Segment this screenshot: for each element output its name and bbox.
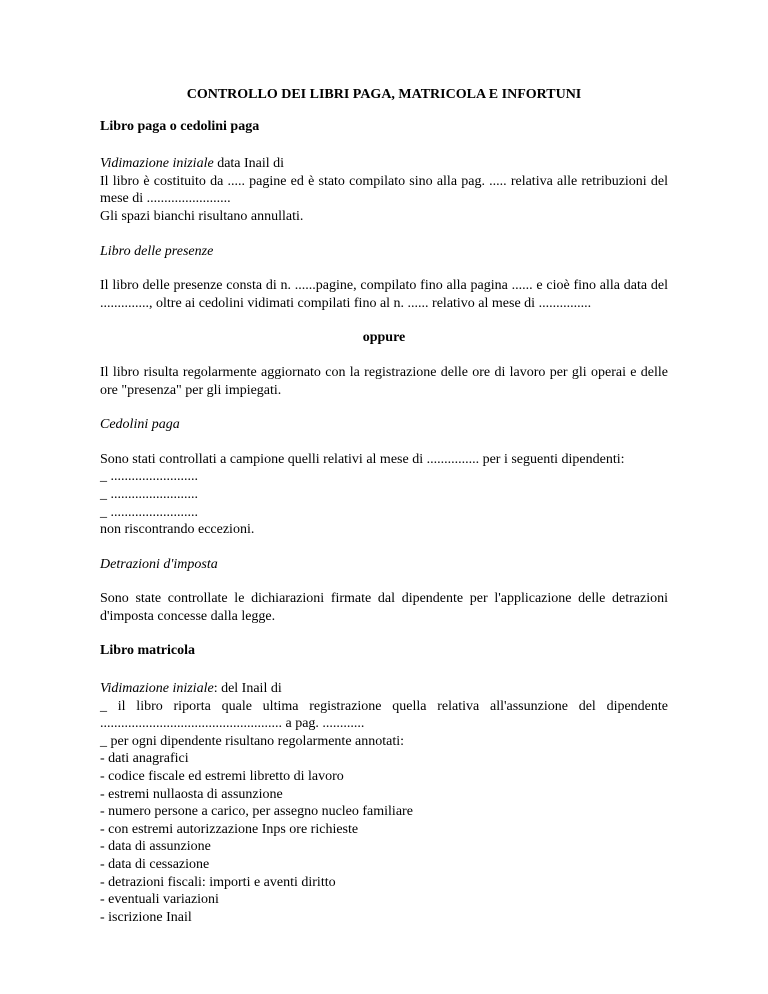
list-item: - eventuali variazioni	[100, 892, 219, 908]
oppure-label: oppure	[362, 330, 406, 346]
libro-aggiornato-line-1: Il libro risulta regolarmente aggiornato con la registrazione delle ore di lavoro per gli operai e delle	[100, 364, 668, 380]
list-item: _ .........................	[100, 504, 198, 520]
list-item: - data di assunzione	[100, 839, 211, 855]
list-item: - data di cessazione	[100, 857, 210, 872]
libro-paga-line-1: Il libro è costituito da ..... pagine ed è stato compilato sino alla pag. ..... relativa alle retribuzioni del	[100, 173, 668, 189]
vidimazione-label: Vidimazione iniziale	[100, 156, 214, 172]
vidimazione-text: data Inail di	[213, 156, 285, 172]
detrazioni-paragraph	[100, 590, 668, 625]
document-page	[100, 86, 668, 943]
section-heading-cedolini: Cedolini paga	[100, 417, 180, 433]
list-item: - estremi nullaosta di assunzione	[100, 786, 283, 802]
document-title: CONTROLLO DEI LIBRI PAGA, MATRICOLA E INFORTUNI	[186, 87, 582, 102]
vidimazione-line	[100, 155, 668, 173]
libro-presenze-line-2: .............., oltre ai cedolini vidimati compilati fino al n. ...... relativo al mese di ...............	[100, 295, 592, 311]
section-heading-libro-paga: Libro paga o cedolini paga	[100, 118, 260, 134]
libro-paga-line-2: mese di ........................	[100, 191, 231, 207]
list-item: _ .........................	[100, 486, 198, 502]
matricola-line-1: _ il libro riporta quale ultima registrazione quella relativa all'assunzione del dipendente	[100, 698, 668, 714]
section-heading-libro-matricola: Libro matricola	[100, 643, 196, 659]
libro-aggiornato-paragraph	[100, 364, 668, 399]
matricola-vidimazione-label: Vidimazione iniziale	[100, 681, 214, 697]
libro-paga-paragraph	[100, 155, 668, 225]
list-item: - iscrizione Inail	[100, 909, 192, 925]
section-heading-libro-presenze: Libro delle presenze	[100, 243, 214, 259]
section-heading-detrazioni: Detrazioni d'imposta	[100, 556, 218, 572]
matricola-line-2: .................................................... a pag. ............	[100, 716, 365, 732]
list-item: - detrazioni fiscali: importi e aventi diritto	[100, 874, 336, 890]
list-item: - codice fiscale ed estremi libretto di lavoro	[100, 769, 344, 785]
cedolini-paragraph	[100, 451, 668, 539]
libro-aggiornato-line-2: ore "presenza" per gli impiegati.	[100, 382, 282, 398]
cedolini-closing: non riscontrando eccezioni.	[100, 522, 255, 538]
detrazioni-line-2: d'imposta concesse dalla legge.	[100, 608, 276, 624]
matricola-vidimazione-text: : del Inail di	[213, 681, 282, 697]
list-item: - dati anagrafici	[100, 751, 189, 767]
list-item: - numero persone a carico, per assegno nucleo familiare	[100, 804, 413, 820]
cedolini-intro: Sono stati controllati a campione quelli relativi al mese di ............... per i seguenti dipendenti:	[100, 451, 625, 467]
cedolini-list	[100, 468, 668, 521]
libro-matricola-paragraph	[100, 680, 668, 926]
matricola-line-3: _ per ogni dipendente risultano regolarmente annotati:	[100, 733, 405, 749]
libro-presenze-line-1: Il libro delle presenze consta di n. ......pagine, compilato fino alla pagina ...... e cioè fino alla data del	[100, 278, 668, 294]
list-item: - con estremi autorizzazione Inps ore richieste	[100, 821, 359, 837]
libro-paga-line-3: Gli spazi bianchi risultano annullati.	[100, 208, 304, 224]
libro-presenze-paragraph	[100, 277, 668, 312]
matricola-vidimazione-line	[100, 680, 668, 698]
matricola-list	[100, 750, 668, 926]
detrazioni-line-1: Sono state controllate le dichiarazioni firmate dal dipendente per l'applicazione delle detrazioni	[100, 591, 668, 607]
list-item: _ .........................	[100, 469, 198, 485]
